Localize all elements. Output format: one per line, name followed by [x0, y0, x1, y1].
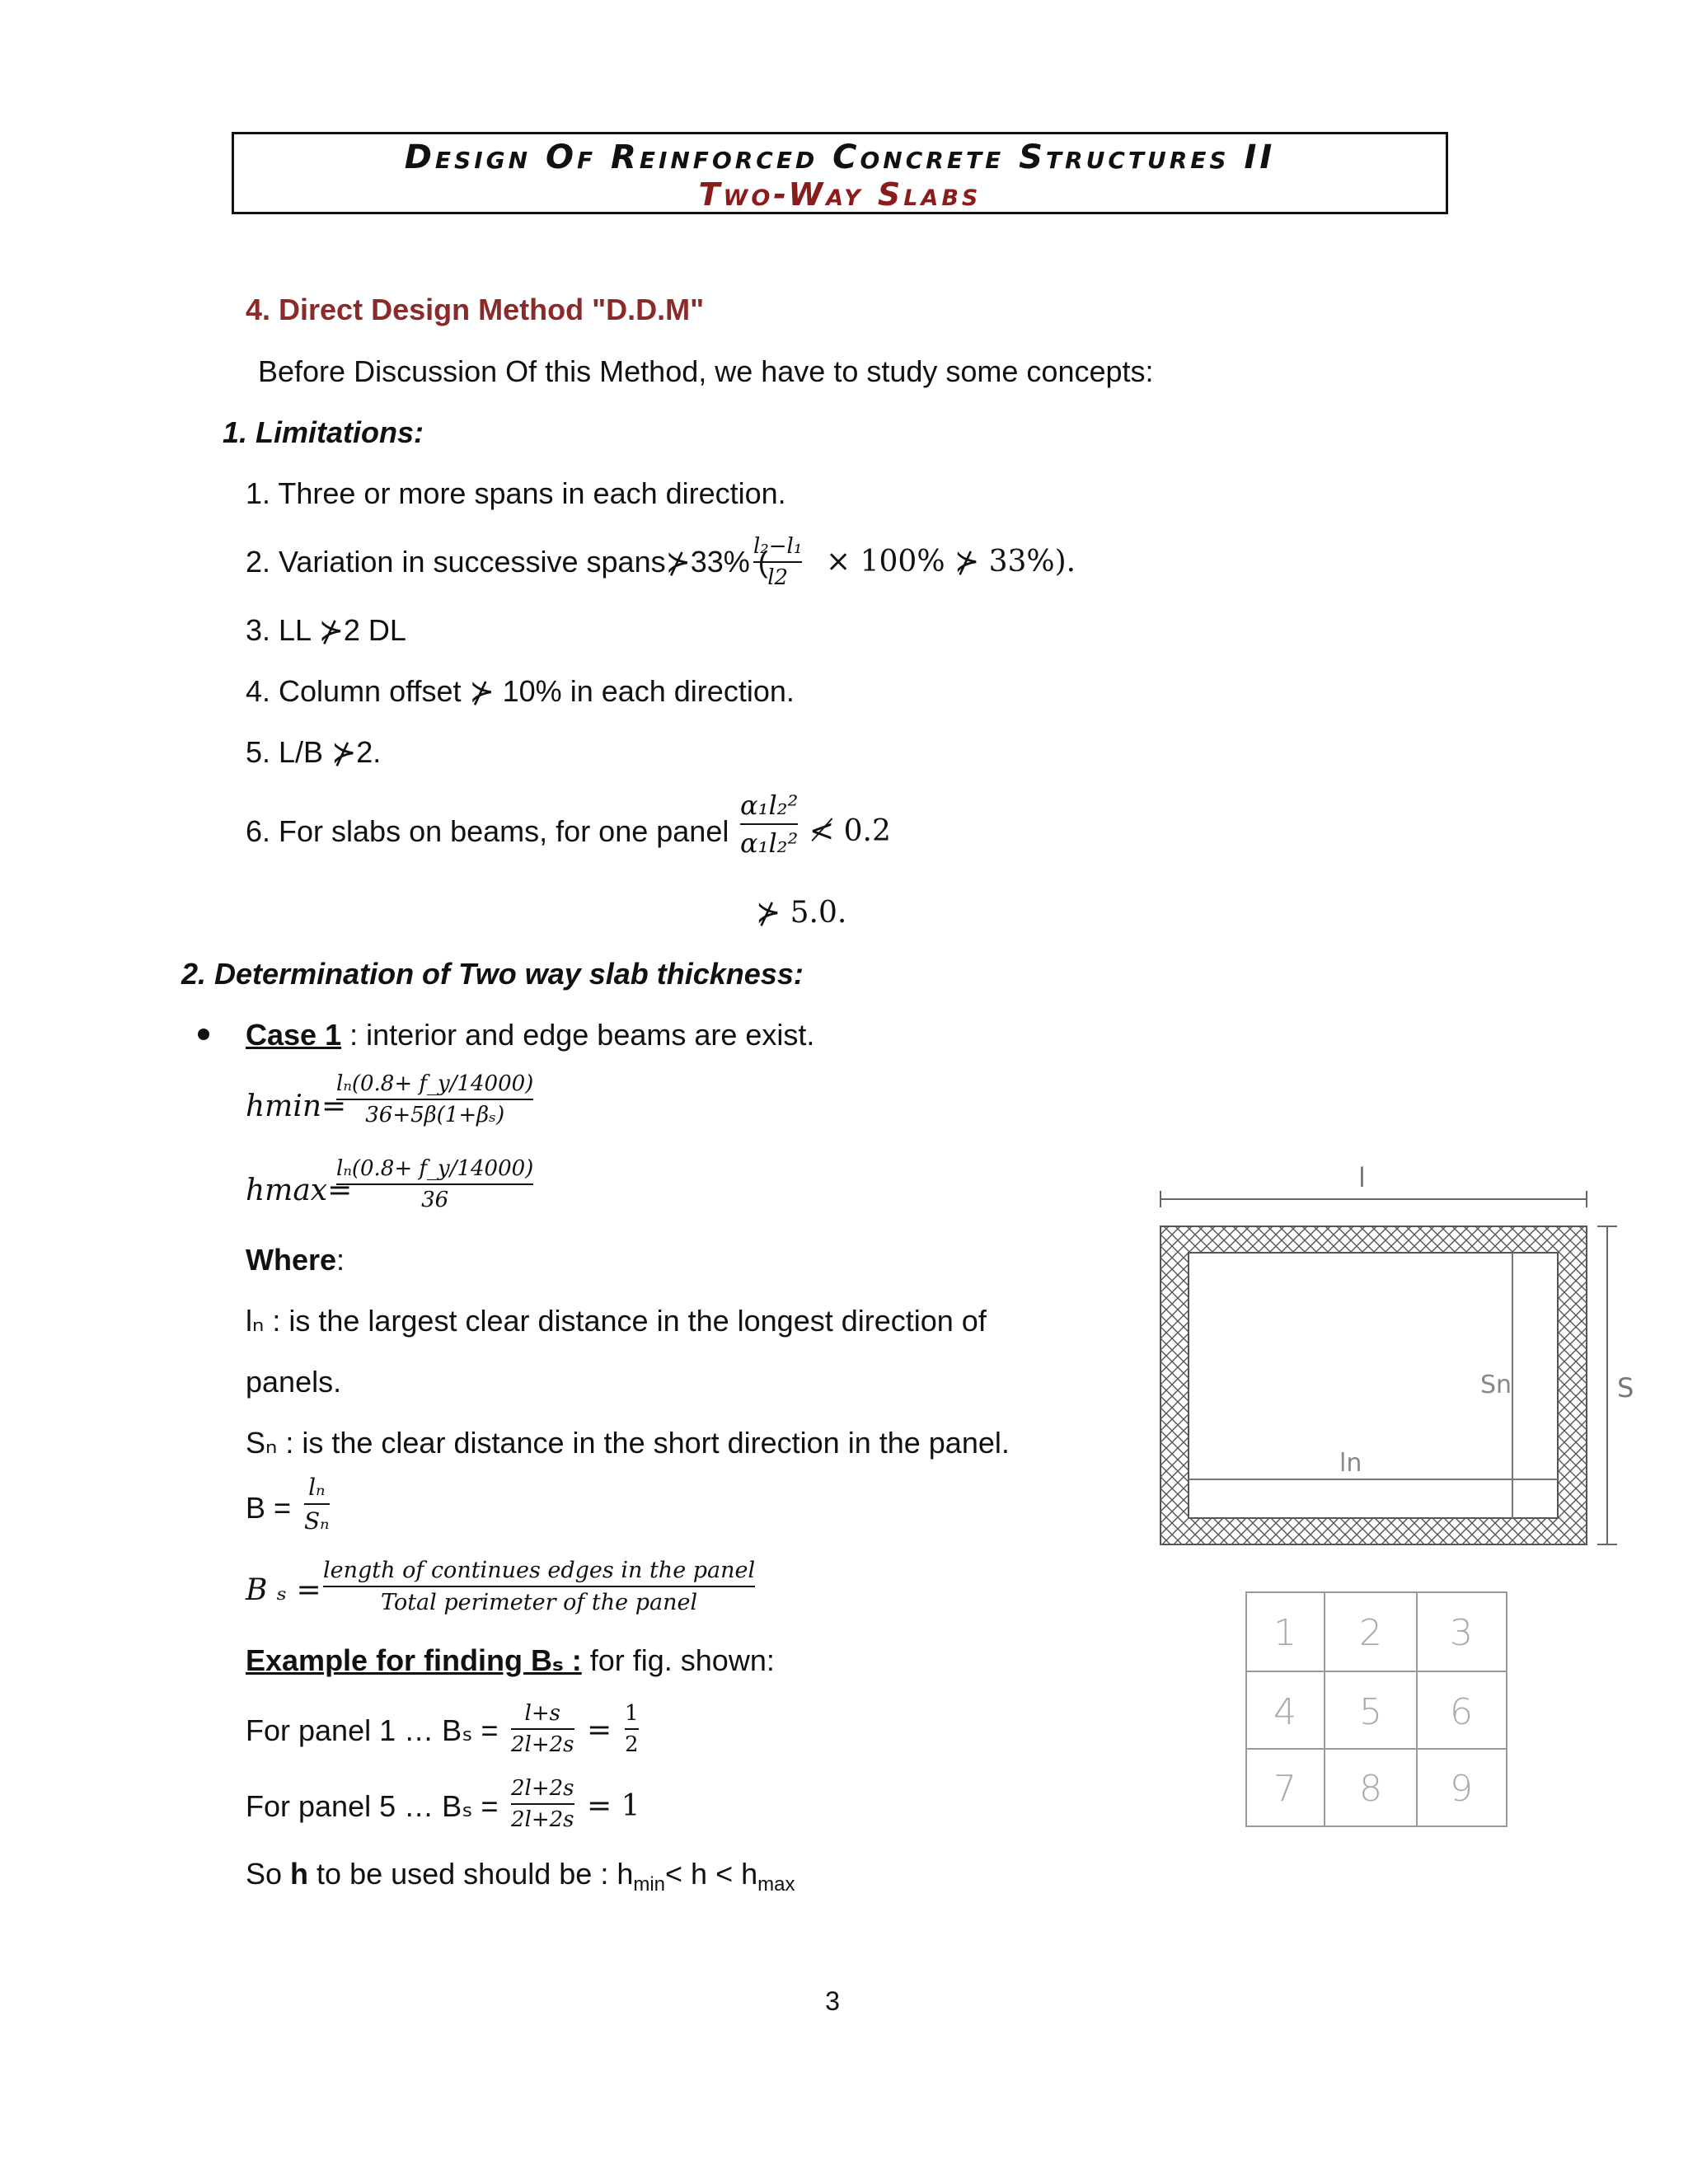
- limitation-6: 6. For slabs on beams, for one panel: [246, 814, 729, 848]
- hmax-label: hmax=: [246, 1174, 353, 1207]
- grid-cell-9: 9: [1450, 1768, 1473, 1810]
- limitation-3: 3. LL ⊁2 DL: [246, 613, 406, 647]
- limitation-5: 5. L/B ⊁2.: [246, 735, 382, 769]
- grid-cell-2: 2: [1359, 1612, 1382, 1654]
- grid-cell-8: 8: [1359, 1768, 1382, 1810]
- panel-grid-figure: [1236, 1582, 1517, 1830]
- limitation-6-fraction: α₁l₂² α₁l₂²: [740, 790, 799, 859]
- section-heading: 4. Direct Design Method "D.D.M": [246, 293, 705, 326]
- limitation-6-condition-1: ≮ 0.2: [809, 814, 891, 848]
- limitation-1: 1. Three or more spans in each direction.: [246, 476, 786, 510]
- panel-1-text: For panel 1 … Bₛ =: [246, 1713, 499, 1747]
- beam-hatch: [1160, 1226, 1587, 1544]
- final-condition: So h to be used should be : $h_{min}< h < h_{max}$: [246, 1857, 795, 1896]
- panel-1-fraction: l+s 2l+2s: [511, 1701, 574, 1757]
- limitation-2-tail: × 100% ⊁ 33%).: [826, 545, 1076, 579]
- hmax-fraction: lₙ(0.8+ f_y/14000) 36: [336, 1156, 534, 1212]
- label-ln: ln: [1339, 1449, 1362, 1478]
- example-line: Example for finding Bₛ : for fig. shown:: [246, 1643, 775, 1677]
- hmin-label: hmin=: [246, 1090, 347, 1123]
- b-fraction: lₙ Sₙ: [304, 1474, 330, 1535]
- ln-definition-cont: panels.: [246, 1365, 342, 1399]
- case-1-line: Case 1 : interior and edge beams are exist.: [246, 1018, 815, 1052]
- slab-panel-figure: [1137, 1154, 1648, 1566]
- grid-cell-1: 1: [1273, 1612, 1296, 1654]
- panel-5-text: For panel 5 … Bₛ =: [246, 1789, 499, 1823]
- panel-1-equals: =: [587, 1713, 612, 1747]
- ln-definition: lₙ : is the largest clear distance in the longest direction of: [246, 1304, 987, 1338]
- limitation-4: 4. Column offset ⊁ 10% in each direction.: [246, 674, 795, 708]
- section-intro: Before Discussion Of this Method, we have to study some concepts:: [258, 354, 1154, 388]
- b-label: B =: [246, 1491, 292, 1525]
- limitations-heading: 1. Limitations:: [223, 415, 424, 449]
- grid-cell-7: 7: [1273, 1768, 1296, 1810]
- panel-1-result: 1 2: [625, 1701, 639, 1757]
- panel-5-fraction: 2l+2s 2l+2s: [511, 1776, 574, 1832]
- hmin-fraction: lₙ(0.8+ f_y/14000) 36+5β(1+βₛ): [336, 1071, 534, 1127]
- grid-cell-4: 4: [1273, 1691, 1296, 1733]
- grid-cell-3: 3: [1450, 1612, 1473, 1654]
- topic-title: Two-Way Slabs: [698, 176, 982, 213]
- limitation-6-condition-2: ⊁ 5.0.: [756, 896, 847, 930]
- label-l: l: [1358, 1162, 1366, 1193]
- limitation-2: 2. Variation in successive spans⊁33% (: [246, 545, 768, 579]
- course-title: Design Of Reinforced Concrete Structures II: [404, 138, 1276, 176]
- grid-cell-6: 6: [1450, 1691, 1473, 1733]
- panel-5-result: = 1: [587, 1789, 640, 1823]
- label-sn: Sn: [1480, 1371, 1512, 1399]
- grid-cell-5: 5: [1359, 1691, 1382, 1733]
- where-label: Where:: [246, 1243, 345, 1277]
- thickness-heading: 2. Determination of Two way slab thickness:: [181, 957, 804, 991]
- page-number: 3: [825, 1986, 840, 2016]
- limitation-2-fraction: l₂−l₁ l2: [753, 534, 803, 590]
- label-s: S: [1617, 1372, 1634, 1404]
- sn-definition: Sₙ : is the clear distance in the short direction in the panel.: [246, 1426, 1010, 1460]
- bullet-icon: [198, 1029, 209, 1040]
- bs-fraction: length of continues edges in the panel Total perimeter of the panel: [323, 1558, 756, 1615]
- bs-label: B ₛ =: [246, 1573, 321, 1607]
